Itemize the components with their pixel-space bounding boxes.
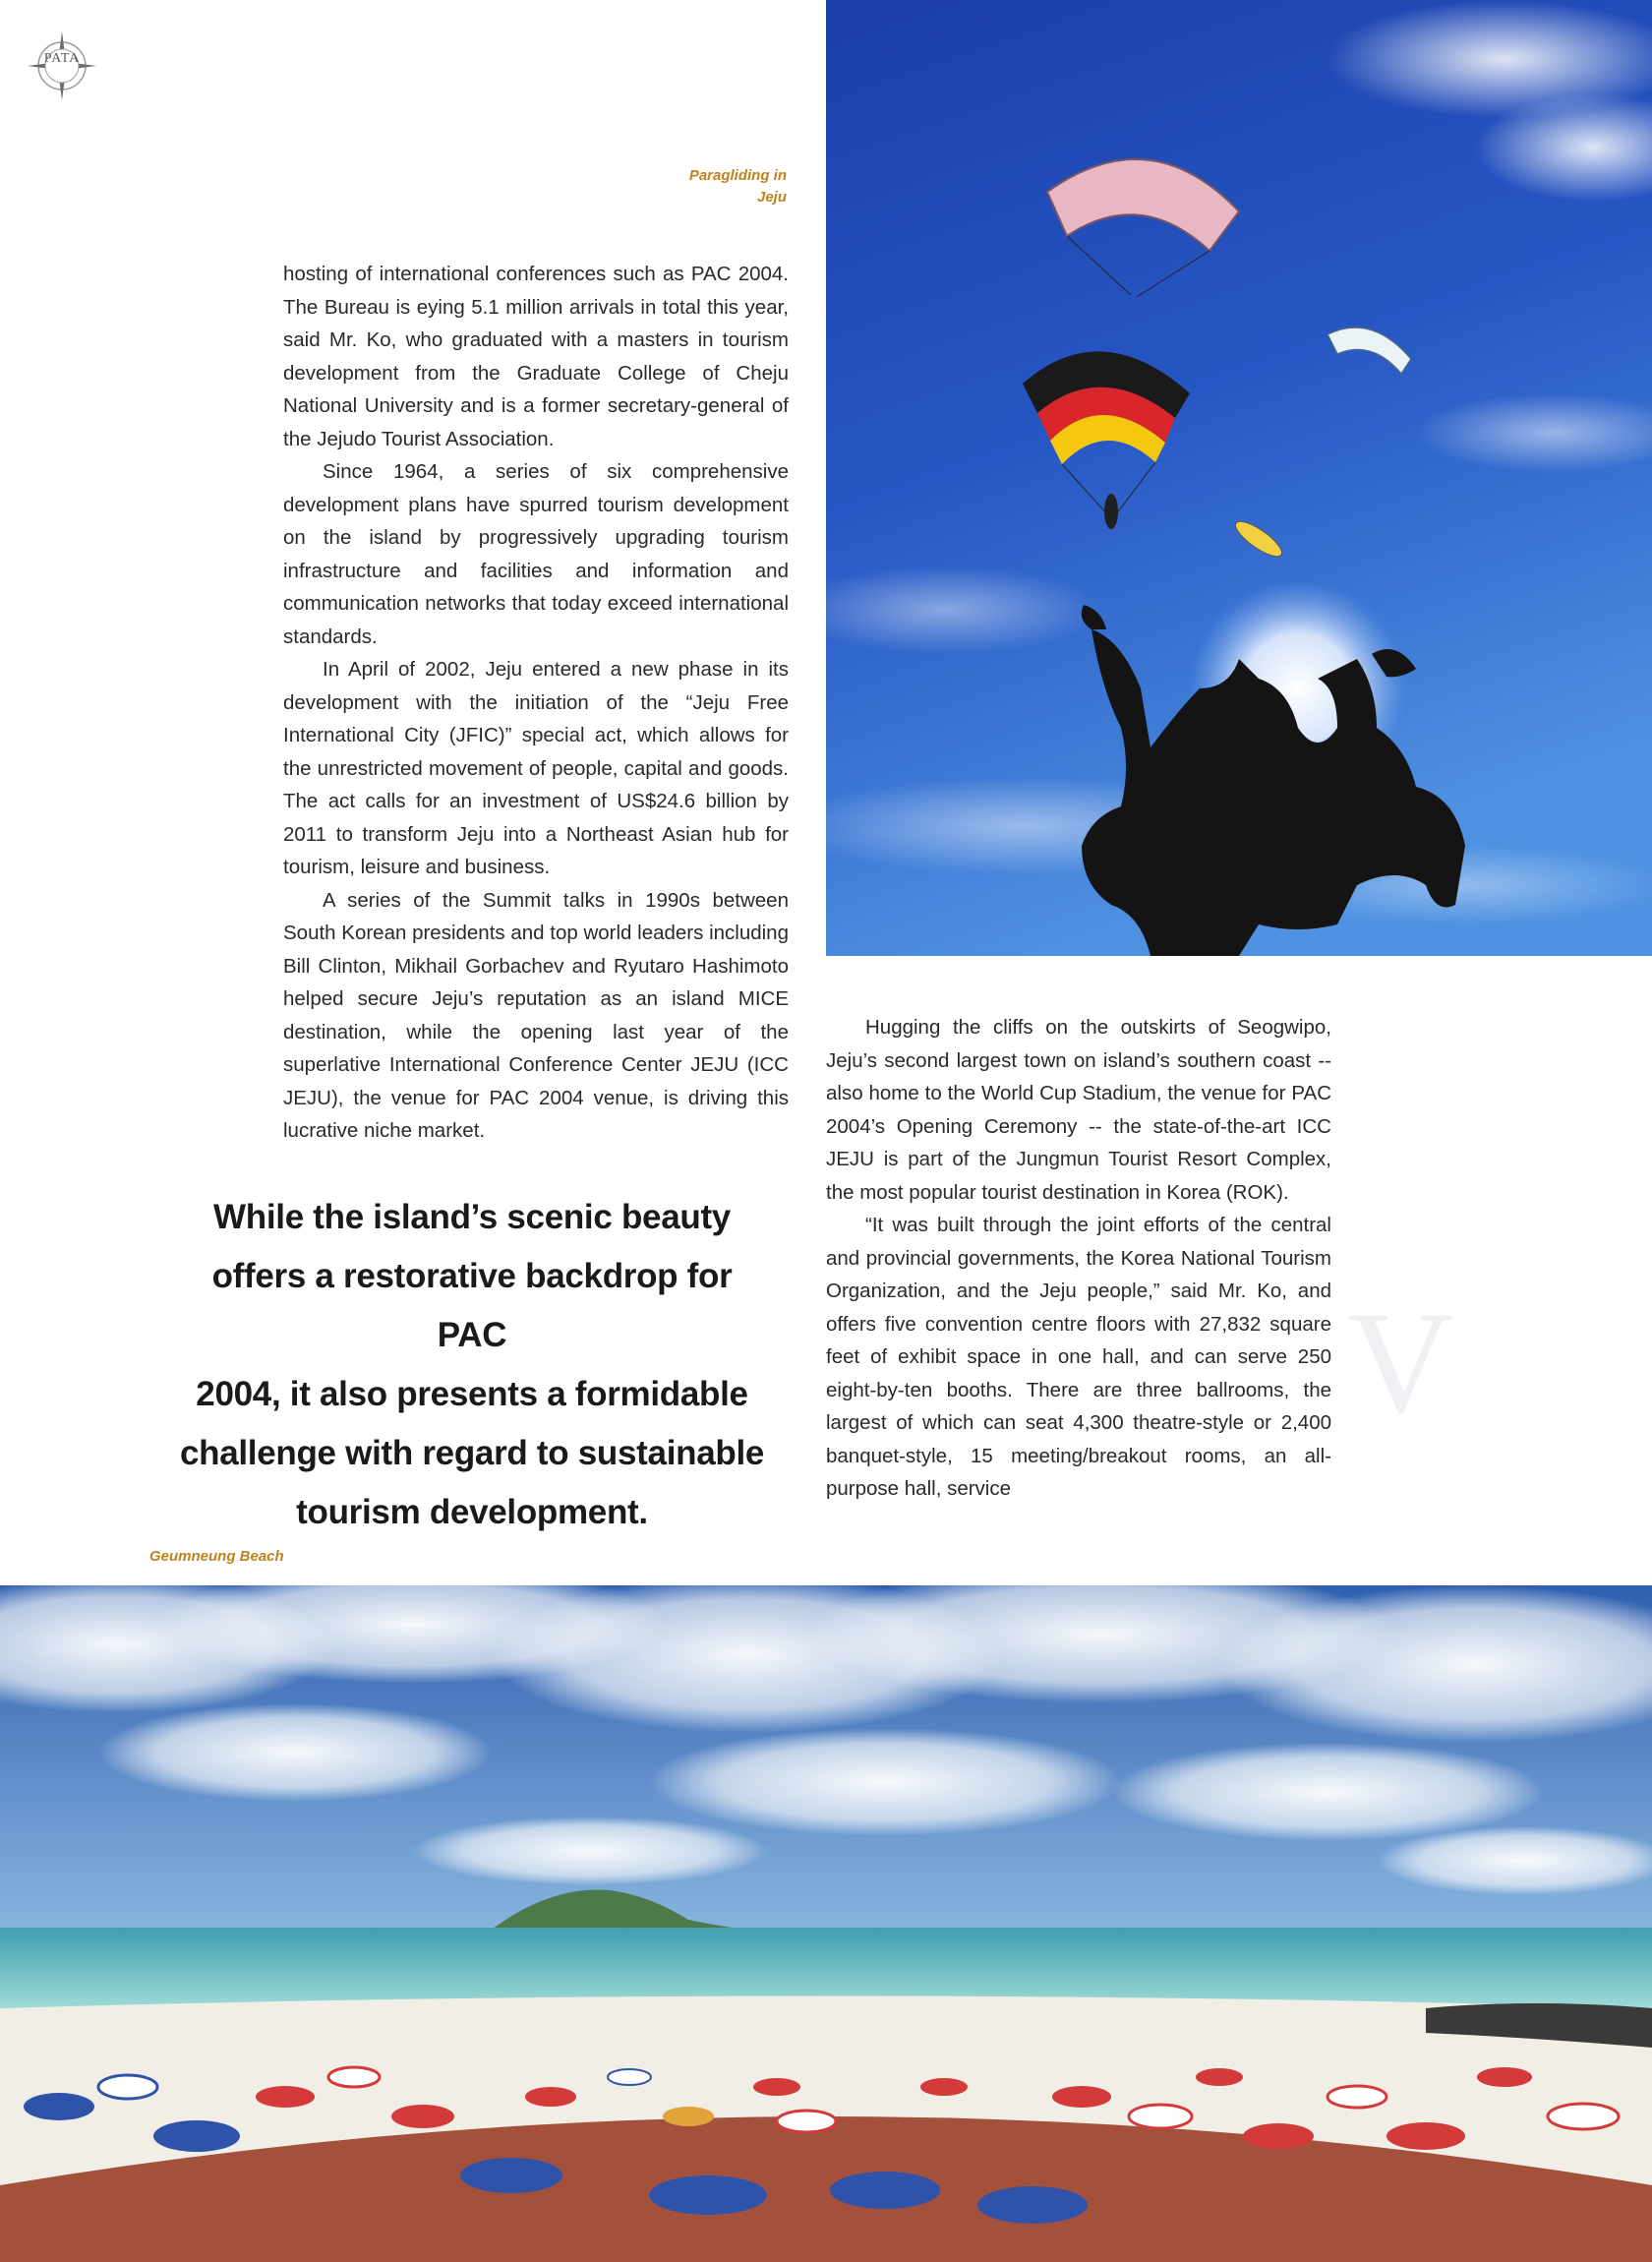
pull-quote bbox=[177, 1188, 767, 1542]
paragraph: hosting of international conferences such as PAC 2004. The Bureau is eying 5.1 million arrivals in total this year, said Mr. Ko, who graduated with a masters in tourism development from the Graduate College of Cheju National University and is a former secretary-general of the Jejudo Tourist Association. bbox=[283, 263, 789, 450]
paragraph: “It was built through the joint efforts of the central and provincial governments, the Korea National Tourism Organization, and the Jeju people,” said Mr. Ko, and offers five convention centre floors with 27,832 square feet of exhibit space in one hall, and can serve 250 eight-by-ten booths. There are three ballrooms, the largest of which can seat 4,300 theatre-style or 2,400 banquet-style, 15 meeting/breakout rooms, an all-purpose hall, service bbox=[826, 1214, 1331, 1500]
pata-logo bbox=[26, 30, 98, 102]
caption-beach: Geumneung Beach bbox=[149, 1548, 284, 1565]
pull-quote-line: While the island’s scenic beauty bbox=[213, 1198, 731, 1236]
paragliding-photo bbox=[826, 0, 1652, 956]
paragraph: A series of the Summit talks in 1990s between South Korean presidents and top world leaders including Bill Clinton, Mikhail Gorbachev and Ryutaro Hashimoto helped secure Jeju’s reputation as an island MICE destination, while the opening last year of the superlative International Conference Center JEJU (ICC JEJU), the venue for PAC 2004 venue, is driving this lucrative niche market. bbox=[283, 888, 789, 1142]
pull-quote-line: 2004, it also presents a formidable bbox=[196, 1375, 748, 1413]
beach-panorama-photo bbox=[0, 1585, 1652, 2262]
pull-quote-line: tourism development. bbox=[296, 1493, 648, 1531]
paragraph: Since 1964, a series of six comprehensive development plans have spurred tourism development on the island by progressively upgrading tourism infrastructure and facilities and information and communication networks that today exceed international standards. bbox=[283, 460, 789, 648]
pull-quote-line: challenge with regard to sustainable bbox=[179, 1434, 765, 1472]
pull-quote-line: offers a restorative backdrop for PAC bbox=[211, 1257, 733, 1354]
paragraph: In April of 2002, Jeju entered a new phase in its development with the initiation of the “Jeju Free International City (JFIC)” special act, which allows for the unrestricted movement of people, capital and goods. The act calls for an investment of US$24.6 billion by 2011 to transform Jeju into a Northeast Asian hub for tourism, leisure and business. bbox=[283, 658, 789, 878]
right-text-column bbox=[826, 1011, 1331, 1506]
logo-text: PATA bbox=[43, 51, 81, 66]
caption-paragliding bbox=[629, 165, 787, 208]
paragraph: Hugging the cliffs on the outskirts of Seogwipo, Jeju’s second largest town on island’s southern coast -- also home to the World Cup Stadium, the venue for PAC 2004’s Opening Ceremony -- the state-of-the-art ICC JEJU is part of the Jungmun Tourist Resort Complex, the most popular tourist destination in Korea (ROK). bbox=[826, 1016, 1331, 1204]
caption-line: Jeju bbox=[756, 189, 787, 206]
left-text-column bbox=[283, 258, 789, 1148]
caption-line: Paragliding in bbox=[688, 167, 787, 184]
show-through-letter: V bbox=[1347, 1281, 1454, 1445]
